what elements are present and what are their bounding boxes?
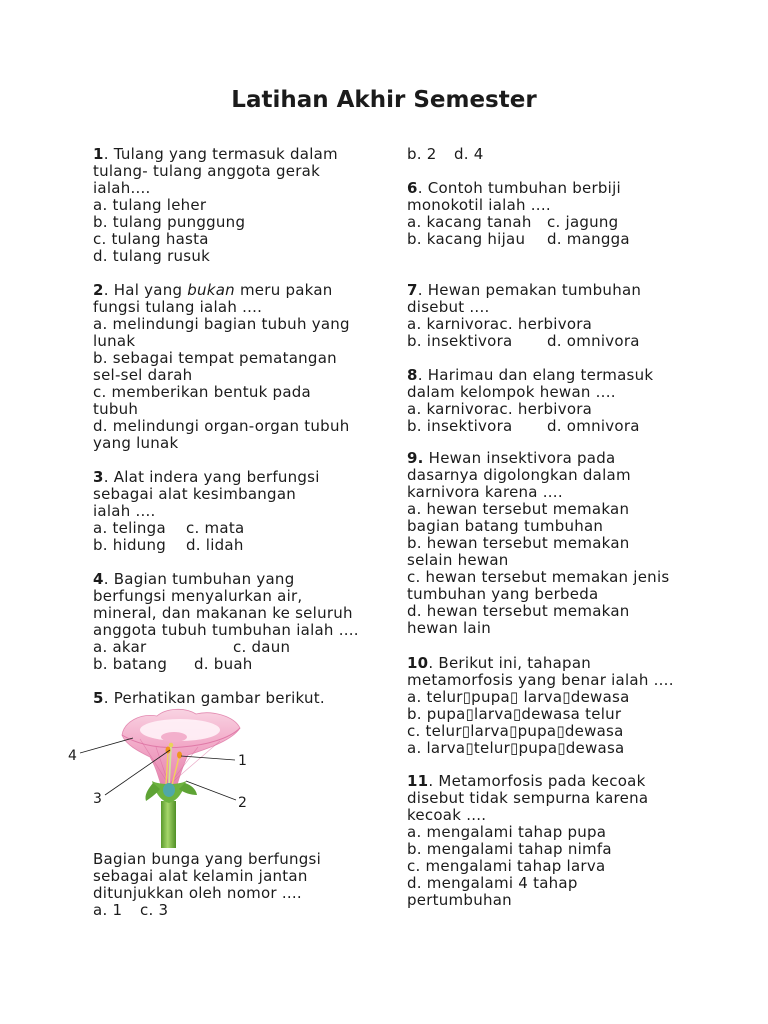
question-number: 6 (407, 179, 418, 197)
question-11 (407, 773, 648, 909)
question-line (93, 469, 320, 486)
question-text: . Tulang yang termasuk dalam (103, 145, 338, 163)
option-d: d. 4 (454, 145, 484, 163)
option-b: b. hidung (93, 536, 167, 554)
question-text: dalam kelompok hewan .... (407, 383, 616, 401)
question-text: ialah.... (93, 179, 151, 197)
stem (161, 801, 176, 848)
page-title: Latihan Akhir Semester (231, 87, 537, 113)
option-a-c: a. karnivorac. herbivora (407, 400, 593, 418)
option-c: c. daun (233, 638, 291, 656)
anther (177, 752, 182, 759)
option-c: c. 3 (140, 901, 169, 919)
question-text: . Contoh tumbuhan berbiji (417, 179, 621, 197)
option-b: b. insektivora (407, 332, 513, 350)
question-number: 4 (93, 570, 104, 588)
option-line: b. pupa▯larva▯dewasa telur (407, 705, 622, 723)
question-number: 10 (407, 654, 429, 672)
question-text: sebagai alat kelamin jantan (93, 867, 308, 885)
question-text: monokotil ialah .... (407, 196, 551, 214)
question-text: . Berikut ini, tahapan (428, 654, 592, 672)
question-text: berfungsi menyalurkan air, (93, 587, 303, 605)
option-line: b. tulang punggung (93, 213, 246, 231)
option-line: c. hewan tersebut memakan jenis (407, 568, 670, 586)
leader-line (80, 738, 133, 753)
option-a: a. 1 (93, 901, 123, 919)
question-text: kecoak .... (407, 806, 487, 824)
option-line: tumbuhan yang berbeda (407, 585, 599, 603)
option-line: d. mengalami 4 tahap (407, 874, 578, 892)
option-d: d. mangga (547, 230, 630, 248)
question-text: ialah .... (93, 502, 156, 520)
question-2 (93, 282, 350, 452)
question-text: sebagai alat kesimbangan (93, 485, 297, 503)
option-line: c. telur▯larva▯pupa▯dewasa (407, 722, 624, 740)
option-line (93, 902, 321, 919)
question-text: Hewan insektivora pada (423, 449, 616, 467)
question-9 (407, 450, 669, 637)
question-text: ditunjukkan oleh nomor .... (93, 884, 302, 902)
question-text: dasarnya digolongkan dalam (407, 466, 631, 484)
option-line: c. mengalami tahap larva (407, 857, 606, 875)
option-d: d. omnivora (547, 332, 640, 350)
option-d: d. lidah (186, 536, 244, 554)
question-number: 11 (407, 772, 429, 790)
option-line (407, 333, 641, 350)
question-line (407, 282, 641, 299)
option-line: a. hewan tersebut memakan (407, 500, 630, 518)
option-line: lunak (93, 332, 136, 350)
option-line (407, 145, 484, 163)
option-line (407, 230, 630, 248)
question-text: tulang- tulang anggota gerak (93, 162, 321, 180)
question-text: . Hewan pemakan tumbuhan (417, 281, 642, 299)
question-text: anggota tubuh tumbuhan ialah .... (93, 621, 359, 639)
question-text: . Metamorfosis pada kecoak (428, 772, 646, 790)
option-b: b. batang (93, 655, 168, 673)
figure-label: 4 (68, 748, 77, 764)
option-a: a. akar (93, 638, 147, 656)
question-text: . Perhatikan gambar berikut. (103, 689, 325, 707)
option-line: a. larva▯telur▯pupa▯dewasa (407, 739, 625, 757)
question-line (407, 180, 621, 197)
question-6 (407, 179, 630, 248)
option-line: sel-sel darah (93, 366, 193, 384)
option-line: tubuh (93, 400, 139, 418)
question-text: fungsi tulang ialah .... (93, 298, 263, 316)
leader-line (181, 756, 235, 760)
question-text: mineral, dan makanan ke seluruh (93, 604, 353, 622)
question-text: karnivora karena .... (407, 483, 563, 501)
option-a: a. kacang tanah (407, 213, 532, 231)
option-b: b. 2 (407, 145, 437, 163)
option-c: c. jagung (547, 213, 619, 231)
question-number: 7 (407, 281, 418, 299)
question-line (407, 450, 669, 467)
option-d: d. buah (194, 655, 253, 673)
question-5-options-continued (407, 145, 484, 163)
option-line: c. tulang hasta (93, 230, 209, 248)
option-line: c. memberikan bentuk pada (93, 383, 311, 401)
option-b: b. insektivora (407, 417, 513, 435)
figure-label: 3 (93, 791, 102, 807)
question-10 (407, 655, 674, 757)
question-line (407, 655, 674, 672)
figure-label: 2 (238, 795, 247, 811)
option-line (93, 537, 320, 554)
question-number: 3 (93, 468, 104, 486)
stigma (169, 743, 174, 748)
question-line (407, 367, 653, 384)
option-line: b. hewan tersebut memakan (407, 534, 630, 552)
option-line (93, 520, 320, 537)
option-line: d. tulang rusuk (93, 247, 211, 265)
question-7 (407, 282, 641, 350)
figure-label: 1 (238, 753, 247, 769)
option-line (407, 418, 653, 435)
option-a-c: a. karnivorac. herbivora (407, 315, 593, 333)
question-text: disebut tidak sempurna karena (407, 789, 649, 807)
option-line: a. mengalami tahap pupa (407, 823, 607, 841)
question-8 (407, 367, 653, 435)
question-number: 8 (407, 366, 418, 384)
question-number: 9. (407, 449, 424, 467)
option-line: bagian batang tumbuhan (407, 517, 604, 535)
question-text: . Bagian tumbuhan yang (103, 570, 295, 588)
option-line (407, 214, 621, 231)
option-line: a. melindungi bagian tubuh yang (93, 315, 350, 333)
question-number: 1 (93, 145, 104, 163)
option-line: a. tulang leher (93, 196, 207, 214)
question-text: Bagian bunga yang berfungsi (93, 850, 321, 868)
option-line: hewan lain (407, 619, 492, 637)
question-number: 2 (93, 281, 104, 299)
question-number: 5 (93, 689, 104, 707)
flower-illustration (60, 705, 260, 855)
question-text: meru pakan (234, 281, 333, 299)
emphasized-word: bukan (187, 281, 235, 299)
petal-center (161, 732, 187, 742)
option-line: b. mengalami tahap nimfa (407, 840, 612, 858)
question-text: . Alat indera yang berfungsi (103, 468, 320, 486)
option-line: selain hewan (407, 551, 509, 569)
option-line: d. melindungi organ-organ tubuh (93, 417, 350, 435)
question-3 (93, 469, 320, 554)
option-line (407, 401, 653, 418)
ovary (163, 783, 175, 797)
question-5-continued (93, 851, 321, 919)
option-b: b. kacang hijau (407, 230, 526, 248)
option-line: yang lunak (93, 434, 179, 452)
option-line: b. sebagai tempat pematangan (93, 349, 337, 367)
option-a: a. telinga (93, 519, 166, 537)
option-line: pertumbuhan (407, 891, 512, 909)
option-line (93, 656, 359, 673)
option-line: a. telur▯pupa▯ larva▯dewasa (407, 688, 630, 706)
option-c: c. mata (186, 519, 245, 537)
question-line (407, 773, 648, 790)
option-line (93, 639, 359, 656)
question-text: metamorfosis yang benar ialah .... (407, 671, 674, 689)
question-text: . Harimau dan elang termasuk (417, 366, 654, 384)
question-line (93, 146, 338, 163)
option-line: d. hewan tersebut memakan (407, 602, 630, 620)
question-line (93, 282, 350, 299)
question-text: disebut .... (407, 298, 490, 316)
option-line (407, 316, 641, 333)
option-d: d. omnivora (547, 417, 640, 435)
question-line (93, 571, 359, 588)
question-1 (93, 146, 338, 265)
question-text: . Hal yang (103, 281, 188, 299)
question-4 (93, 571, 359, 673)
